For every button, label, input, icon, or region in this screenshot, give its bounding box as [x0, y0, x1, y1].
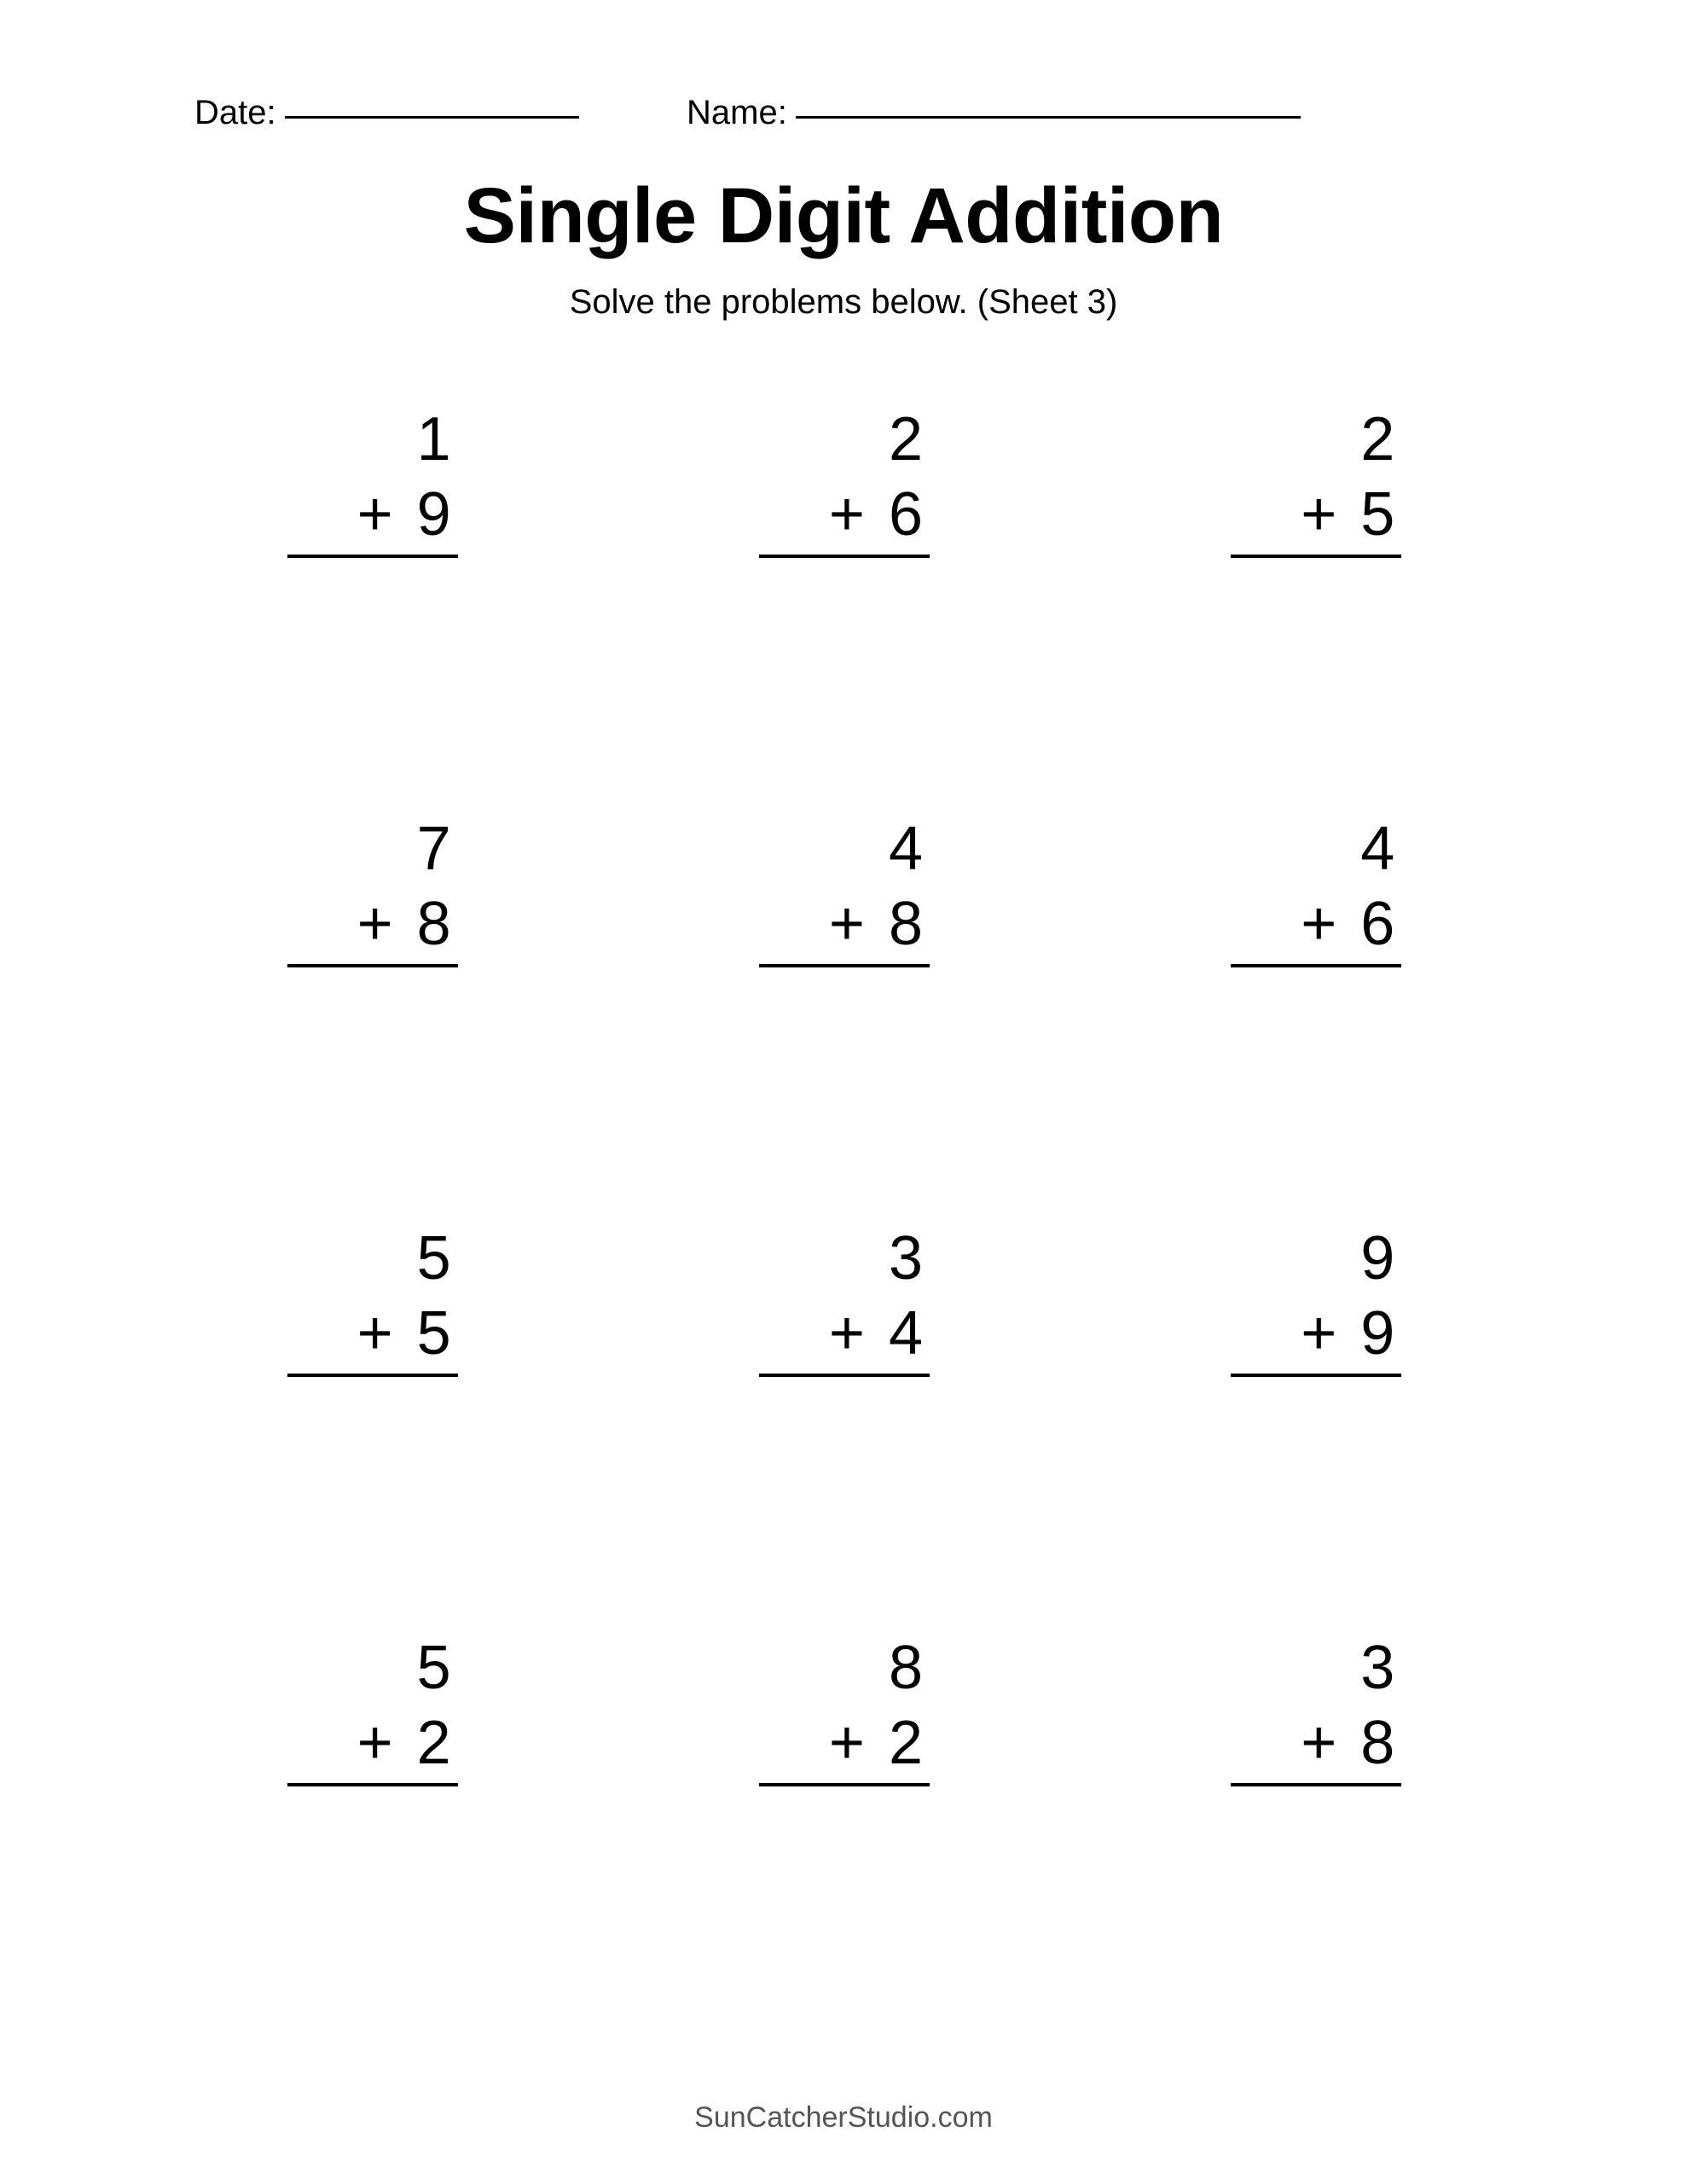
problem-item [608, 1205, 1080, 1614]
addend-bottom: 6 [888, 480, 923, 549]
addend-bottom-row [759, 887, 930, 962]
addend-top-row [759, 403, 930, 478]
problem-item [1081, 795, 1552, 1205]
problems-grid [136, 386, 1552, 2024]
addend-bottom: 5 [416, 1299, 451, 1368]
addend-top-row [287, 1631, 458, 1706]
date-label: Date: [194, 94, 276, 131]
addend-top: 3 [888, 1224, 923, 1292]
plus-operator: + [357, 480, 393, 549]
plus-operator: + [1301, 1299, 1337, 1368]
addend-bottom-row [1231, 1297, 1401, 1372]
plus-operator: + [1301, 1709, 1337, 1777]
problem-item [1081, 1205, 1552, 1614]
problem-item [608, 386, 1080, 795]
problem-item [608, 795, 1080, 1205]
addend-bottom: 9 [416, 480, 451, 549]
addend-top: 2 [1360, 405, 1395, 473]
addend-bottom: 8 [888, 890, 923, 958]
addend-top: 9 [1360, 1224, 1395, 1292]
addend-top: 5 [416, 1634, 451, 1702]
plus-operator: + [828, 1709, 865, 1777]
plus-operator: + [1301, 480, 1337, 549]
answer-line[interactable] [1231, 1374, 1401, 1377]
addend-bottom-row [1231, 887, 1401, 962]
problem-item [136, 386, 608, 795]
plus-operator: + [828, 1299, 865, 1368]
date-write-line[interactable] [285, 116, 579, 119]
addend-top-row [287, 812, 458, 887]
answer-line[interactable] [287, 1374, 458, 1377]
addend-bottom-row [287, 1297, 458, 1372]
problem-item [1081, 1614, 1552, 2024]
problem-item [608, 1614, 1080, 2024]
addend-bottom-row [759, 1297, 930, 1372]
plus-operator: + [357, 890, 393, 958]
answer-line[interactable] [1231, 964, 1401, 967]
addend-bottom-row [1231, 1706, 1401, 1781]
name-field [687, 96, 1301, 130]
answer-line[interactable] [287, 555, 458, 558]
addend-top-row [759, 812, 930, 887]
addend-bottom-row [1231, 478, 1401, 553]
answer-line[interactable] [287, 1783, 458, 1786]
addend-top: 5 [416, 1224, 451, 1292]
site-credit: SunCatcherStudio.com [694, 2101, 993, 2134]
addend-bottom: 8 [416, 890, 451, 958]
addend-top: 8 [888, 1634, 923, 1702]
addend-top-row [1231, 812, 1401, 887]
worksheet-header [0, 96, 1687, 155]
addend-top: 1 [416, 405, 451, 473]
addend-bottom-row [287, 1706, 458, 1781]
addend-bottom: 9 [1360, 1299, 1395, 1368]
answer-line[interactable] [1231, 555, 1401, 558]
addend-top-row [1231, 403, 1401, 478]
addend-bottom: 5 [1360, 480, 1395, 549]
addend-bottom: 2 [416, 1709, 451, 1777]
addend-bottom-row [287, 887, 458, 962]
addend-top: 3 [1360, 1634, 1395, 1702]
answer-line[interactable] [759, 964, 930, 967]
problem-item [1081, 386, 1552, 795]
page-title: Single Digit Addition [463, 172, 1224, 259]
addend-top: 4 [888, 815, 923, 883]
problem-item [136, 1614, 608, 2024]
addend-bottom: 4 [888, 1299, 923, 1368]
addend-top: 2 [888, 405, 923, 473]
addend-top-row [287, 1222, 458, 1297]
addend-top: 7 [416, 815, 451, 883]
name-label: Name: [687, 94, 787, 131]
addend-bottom: 8 [1360, 1709, 1395, 1777]
plus-operator: + [357, 1709, 393, 1777]
plus-operator: + [357, 1299, 393, 1368]
answer-line[interactable] [759, 555, 930, 558]
date-field [194, 96, 579, 130]
addend-top-row [1231, 1222, 1401, 1297]
answer-line[interactable] [759, 1783, 930, 1786]
addend-bottom-row [759, 1706, 930, 1781]
problem-item [136, 1205, 608, 1614]
addend-top-row [759, 1222, 930, 1297]
plus-operator: + [1301, 890, 1337, 958]
addend-bottom: 6 [1360, 890, 1395, 958]
plus-operator: + [828, 890, 865, 958]
name-write-line[interactable] [796, 116, 1301, 119]
addend-top-row [287, 403, 458, 478]
addend-bottom-row [759, 478, 930, 553]
addend-top-row [759, 1631, 930, 1706]
addend-top-row [1231, 1631, 1401, 1706]
answer-line[interactable] [1231, 1783, 1401, 1786]
answer-line[interactable] [759, 1374, 930, 1377]
plus-operator: + [828, 480, 865, 549]
addend-bottom-row [287, 478, 458, 553]
addend-bottom: 2 [888, 1709, 923, 1777]
problem-item [136, 795, 608, 1205]
addend-top: 4 [1360, 815, 1395, 883]
answer-line[interactable] [287, 964, 458, 967]
page-subtitle: Solve the problems below. (Sheet 3) [569, 283, 1118, 321]
